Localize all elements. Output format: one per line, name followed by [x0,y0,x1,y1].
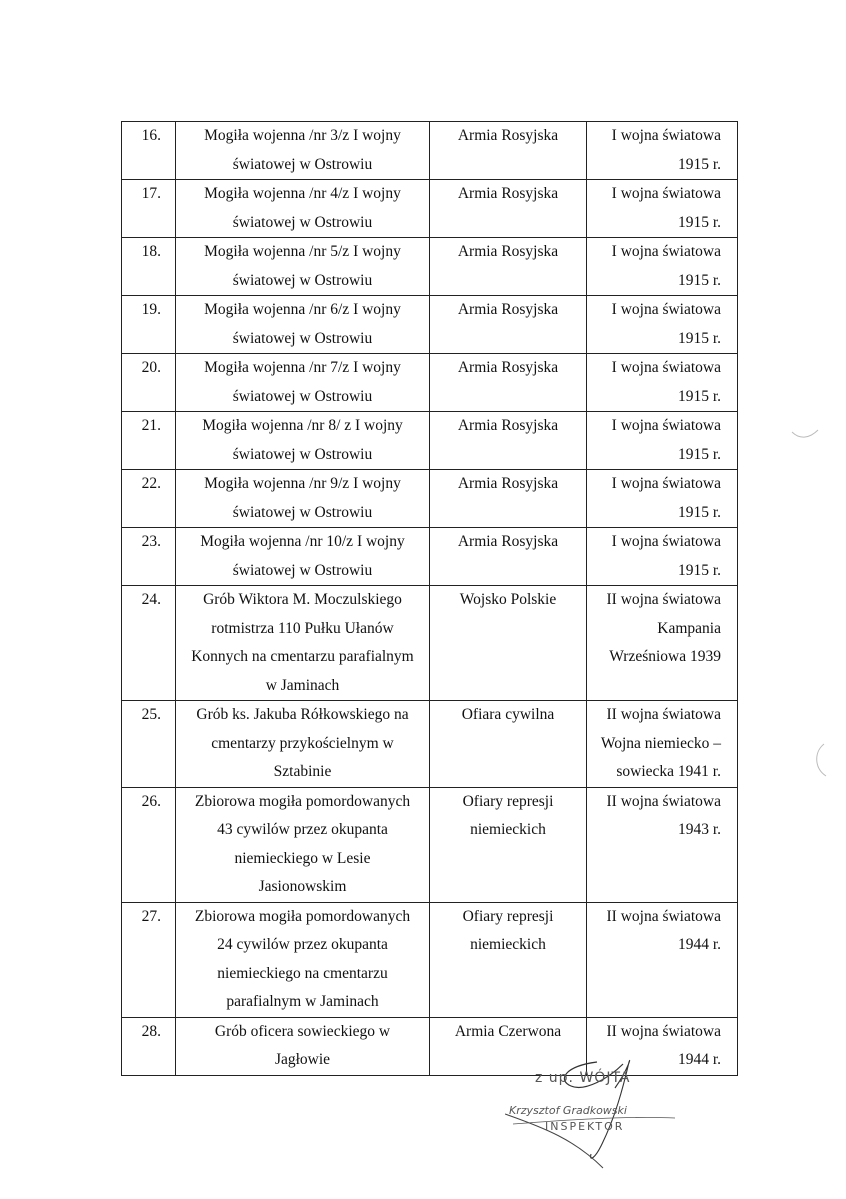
cell-line: Ofiara cywilna [461,706,555,723]
row-number-cell [122,296,176,354]
cell-line: Zbiorowa mogiła pomordowanych [194,907,411,925]
army-cell [430,902,587,1017]
cell-line: 22. [141,475,161,492]
row-number-cell [122,238,176,296]
cell-line: światowej w Ostrowiu [232,445,373,463]
cell-line: sowiecka 1941 r. [616,763,721,780]
cell-line: I wojna światowa [611,301,721,318]
cell-line: 1915 r. [677,271,721,289]
scan-mark-icon [790,424,820,444]
cell-line: światowej w Ostrowiu [232,387,373,405]
row-number-cell [122,586,176,701]
cell-line: Grób Wiktora M. Moczulskiego [203,591,402,608]
cell-line: Kampania [657,619,721,637]
scan-mark-icon [810,742,830,778]
cell-line: 17. [141,185,161,202]
cell-line: I wojna światowa [611,417,721,434]
war-period-cell [587,296,738,354]
cell-line: I wojna światowa [611,127,721,144]
cell-line: światowej w Ostrowiu [232,155,373,173]
cell-line: Armia Rosyjska [457,185,559,202]
grave-register-table [121,121,738,1076]
cell-line: 1944 r. [677,936,721,953]
cell-line: światowej w Ostrowiu [232,561,373,579]
grave-description-cell [176,528,430,586]
cell-line: 1915 r. [677,445,721,463]
cell-line: niemieckich [470,821,546,838]
table-row [122,354,738,412]
cell-line: 1943 r. [677,821,721,838]
row-number-cell [122,701,176,788]
war-period-cell [587,787,738,902]
table-row [122,787,738,902]
cell-line: Wojsko Polskie [459,591,557,608]
cell-line: Mogiła wojenna /nr 7/z I wojny [204,359,401,376]
war-period-cell [587,412,738,470]
table-row [122,180,738,238]
army-cell [430,787,587,902]
grave-description-cell [176,902,430,1017]
cell-line: Ofiary represji [462,792,554,810]
cell-line: Armia Rosyjska [457,475,559,492]
table-row [122,238,738,296]
grave-description-cell [176,238,430,296]
grave-description-cell [176,470,430,528]
cell-line: Konnych na cmentarzu parafialnym [191,648,414,665]
table-row [122,586,738,701]
cell-line: Jasionowskim [258,878,347,895]
cell-line: Grób ks. Jakuba Rółkowskiego na [196,706,409,723]
army-cell [430,470,587,528]
war-period-cell [587,701,738,788]
row-number-cell [122,902,176,1017]
cell-line: niemieckiego na cmentarzu [217,964,388,982]
table-row [122,296,738,354]
cell-line: Mogiła wojenna /nr 10/z I wojny [200,533,405,550]
grave-description-cell [176,296,430,354]
cell-line: Sztabinie [273,763,332,780]
cell-line: 1915 r. [677,561,721,579]
grave-description-cell [176,354,430,412]
cell-line: 19. [141,301,161,318]
table-row [122,701,738,788]
grave-description-cell [176,180,430,238]
cell-line: I wojna światowa [611,359,721,376]
army-cell [430,586,587,701]
army-cell [430,180,587,238]
war-period-cell [587,238,738,296]
cell-line: 1915 r. [677,155,721,173]
army-cell [430,122,587,180]
cell-line: II wojna światowa [606,907,721,925]
cell-line: II wojna światowa [606,1022,721,1040]
cell-line: 1915 r. [677,503,721,521]
row-number-cell [122,354,176,412]
cell-line: I wojna światowa [611,475,721,492]
cell-line: Mogiła wojenna /nr 5/z I wojny [204,243,401,260]
cell-line: Mogiła wojenna /nr 9/z I wojny [204,475,401,492]
table-row [122,902,738,1017]
cell-line: 28. [141,1022,161,1040]
grave-description-cell [176,122,430,180]
cell-line: Armia Rosyjska [457,417,559,434]
row-number-cell [122,122,176,180]
war-period-cell [587,470,738,528]
cell-line: Zbiorowa mogiła pomordowanych [194,792,411,810]
table-row [122,528,738,586]
cell-line: Armia Rosyjska [457,243,559,260]
grave-description-cell [176,412,430,470]
cell-line: Armia Rosyjska [457,127,559,144]
cell-line: 1915 r. [677,213,721,231]
cell-line: I wojna światowa [611,185,721,202]
cell-line: światowej w Ostrowiu [232,503,373,521]
cell-line: 24. [141,591,161,608]
cell-line: 16. [141,127,161,144]
cell-line: 26. [141,792,161,810]
cell-line: II wojna światowa [606,591,721,608]
cell-line: światowej w Ostrowiu [232,213,373,231]
cell-line: 23. [141,533,161,550]
army-cell [430,354,587,412]
cell-line: Armia Rosyjska [457,533,559,550]
army-cell [430,528,587,586]
table-row [122,470,738,528]
cell-line: Mogiła wojenna /nr 3/z I wojny [204,127,401,144]
cell-line: w Jaminach [265,676,340,694]
cell-line: 25. [141,706,161,723]
row-number-cell [122,180,176,238]
grave-description-cell [176,701,430,788]
cell-line: Armia Rosyjska [457,359,559,376]
war-period-cell [587,902,738,1017]
grave-description-cell [176,586,430,701]
row-number-cell [122,412,176,470]
cell-line: Armia Czerwona [454,1022,562,1040]
cell-line: Wojna niemiecko – [600,734,721,752]
cell-line: niemieckiego w Lesie [234,849,371,867]
cell-line: 24 cywilów przez okupanta [217,936,388,953]
cell-line: światowej w Ostrowiu [232,271,373,289]
war-period-cell [587,122,738,180]
cell-line: Jagłowie [274,1051,331,1068]
stamp-title: INSPEKTOR [545,1120,625,1133]
cell-line: niemieckich [470,936,546,953]
war-period-cell [587,180,738,238]
table-row [122,412,738,470]
cell-line: Wrześniowa 1939 [609,648,721,665]
stamp-authority: z up. WÓJTA [535,1070,631,1086]
cell-line: 27. [141,907,161,925]
cell-line: Mogiła wojenna /nr 8/ z I wojny [202,417,403,434]
cell-line: Ofiary represji [462,907,554,925]
cell-line: 18. [141,243,161,260]
row-number-cell [122,528,176,586]
stamp-name: Krzysztof Gradkowski [509,1104,627,1117]
war-period-cell [587,354,738,412]
row-number-cell [122,787,176,902]
grave-description-cell [176,1017,430,1075]
cell-line: II wojna światowa [606,706,721,723]
table-body [122,122,738,1076]
army-cell [430,238,587,296]
cell-line: Mogiła wojenna /nr 4/z I wojny [204,185,401,202]
cell-line: Mogiła wojenna /nr 6/z I wojny [204,301,401,318]
cell-line: 20. [141,359,161,376]
official-stamp [505,1058,745,1178]
cell-line: rotmistrza 110 Pułku Ułanów [211,619,394,637]
grave-description-cell [176,787,430,902]
war-period-cell [587,528,738,586]
army-cell [430,296,587,354]
army-cell [430,701,587,788]
cell-line: 1915 r. [677,329,721,347]
cell-line: 1944 r. [677,1051,721,1068]
war-period-cell [587,586,738,701]
army-cell [430,412,587,470]
cell-line: II wojna światowa [606,792,721,810]
cell-line: 43 cywilów przez okupanta [217,821,388,838]
cell-line: I wojna światowa [611,533,721,550]
cell-line: I wojna światowa [611,243,721,260]
cell-line: Armia Rosyjska [457,301,559,318]
cell-line: parafialnym w Jaminach [226,993,379,1010]
cell-line: cmentarzy przykościelnym w [211,734,394,752]
row-number-cell [122,470,176,528]
row-number-cell [122,1017,176,1075]
cell-line: 1915 r. [677,387,721,405]
cell-line: 21. [141,417,161,434]
table-row [122,122,738,180]
cell-line: światowej w Ostrowiu [232,329,373,347]
cell-line: Grób oficera sowieckiego w [214,1022,391,1040]
